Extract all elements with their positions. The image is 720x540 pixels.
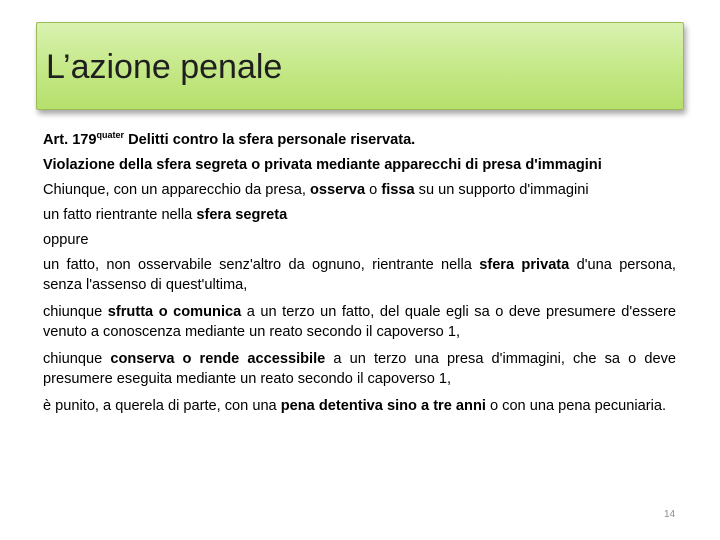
article-number: Art. 179 xyxy=(43,132,97,148)
paragraph-1: Chiunque, con un apparecchio da presa, osserva o fissa su un supporto d'immagini xyxy=(43,182,589,198)
slide-number: 14 xyxy=(664,509,676,520)
paragraph-4: un fatto, non osservabile senz'altro da ognuno, rientrante nella sfera privata d'una persona, senza l'assenso di quest'ultima, xyxy=(43,257,676,293)
slide-content xyxy=(43,130,676,423)
paragraph-5: chiunque sfrutta o comunica a un terzo un fatto, del quale egli sa o deve presumere d'essere venuto a conoscenza mediante un reato secondo il capoverso 1, xyxy=(43,304,676,340)
article-subtitle: Violazione della sfera segreta o privata mediante apparecchi di presa d'immagini xyxy=(43,157,602,173)
paragraph-3: oppure xyxy=(43,232,89,248)
title-box xyxy=(36,22,684,110)
slide-title: L’azione penale xyxy=(46,48,283,86)
paragraph-7: è punito, a querela di parte, con una pena detentiva sino a tre anni o con una pena pecuniaria. xyxy=(43,398,667,414)
paragraph-2: un fatto rientrante nella sfera segreta xyxy=(43,207,288,223)
article-heading xyxy=(43,130,676,150)
paragraph-6: chiunque conserva o rende accessibile a un terzo una presa d'immagini, che sa o deve presumere eseguita mediante un reato secondo il capoverso 1, xyxy=(43,351,676,387)
article-superscript: quater xyxy=(96,130,125,141)
article-title: Delitti contro la sfera personale riservata. xyxy=(124,132,416,148)
